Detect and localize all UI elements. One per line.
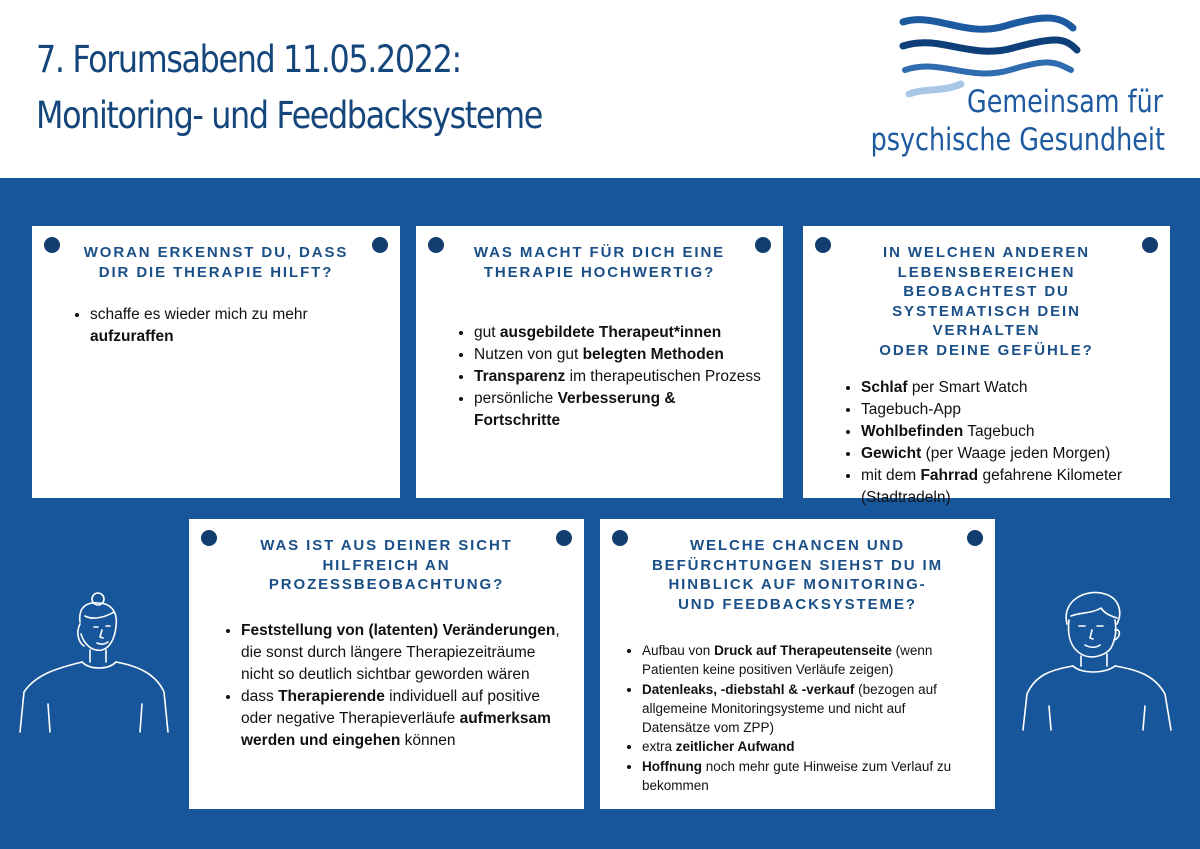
- question-card-process-observation: [189, 519, 584, 809]
- card-title: WAS IST AUS DEINER SICHT HILFREICH AN PROZESSBEOBACHTUNG?: [260, 537, 513, 593]
- list-item: • persönliche Verbesserung & Fortschritte: [474, 388, 765, 432]
- question-card-other-life-areas: [803, 226, 1170, 506]
- pin-dot-icon: [44, 237, 60, 253]
- logo-text-line-2: psychische Gesundheit: [870, 122, 1165, 158]
- pin-dot-icon: [967, 530, 983, 546]
- list-item: • gut ausgebildete Therapeut*innen: [474, 322, 765, 344]
- list-item: • Gewicht (per Waage jeden Morgen): [861, 443, 1152, 465]
- logo-text-line-1: Gemeinsam für: [966, 84, 1163, 120]
- question-card-therapy-helps: [32, 226, 400, 498]
- pin-dot-icon: [815, 237, 831, 253]
- list-item: • Feststellung von (latenten) Veränderungen, die sonst durch längere Therapiezeiträume nicht so deutlich sichtbar geworden wären: [241, 620, 566, 686]
- list-item: • mit dem Fahrrad gefahrene Kilometer (Stadtradeln): [861, 465, 1152, 509]
- list-item: • Schlaf per Smart Watch: [861, 377, 1152, 399]
- list-item: • dass Therapierende individuell auf positive oder negative Therapieverläufe aufmerksam werden und eingehen können: [241, 686, 566, 752]
- question-card-chances-and-fears: [600, 519, 995, 809]
- page-title-line-1: 7. Forumsabend 11.05.2022:: [36, 38, 461, 81]
- pin-dot-icon: [428, 237, 444, 253]
- pin-dot-icon: [612, 530, 628, 546]
- pin-dot-icon: [372, 237, 388, 253]
- list-item: • Aufbau von Druck auf Therapeutenseite (wenn Patienten keine positiven Verläufe zeigen): [642, 641, 977, 680]
- answer-list: [600, 641, 995, 795]
- man-illustration-icon: [1015, 590, 1185, 740]
- pin-dot-icon: [201, 530, 217, 546]
- header: [0, 0, 1200, 178]
- answer-list: [189, 620, 584, 752]
- answer-list: [32, 304, 400, 348]
- list-item: • Wohlbefinden Tagebuch: [861, 421, 1152, 443]
- card-title: WAS MACHT FÜR DICH EINE THERAPIE HOCHWERTIG?: [473, 244, 726, 281]
- list-item: • Datenleaks, -diebstahl & -verkauf (bezogen auf allgemeine Monitoringsysteme und nicht auf Datensätze vom ZPP): [642, 680, 977, 738]
- list-item: • schaffe es wieder mich zu mehr aufzuraffen: [90, 304, 382, 348]
- pin-dot-icon: [1142, 237, 1158, 253]
- page-title-line-2: Monitoring- und Feedbacksysteme: [36, 94, 542, 137]
- answer-list: [416, 322, 783, 432]
- organization-logo: [870, 14, 1185, 164]
- card-title: WORAN ERKENNST DU, DASS DIR DIE THERAPIE HILFT?: [83, 244, 349, 281]
- pin-dot-icon: [755, 237, 771, 253]
- list-item: • Transparenz im therapeutischen Prozess: [474, 366, 765, 388]
- question-card-therapy-quality: [416, 226, 783, 498]
- list-item: • extra zeitlicher Aufwand: [642, 737, 977, 756]
- card-title: WELCHE CHANCEN UND BEFÜRCHTUNGEN SIEHST DU IM HINBLICK AUF MONITORING- UND FEEDBACKSYSTEME?: [651, 537, 944, 613]
- woman-illustration-icon: [18, 592, 178, 742]
- list-item: • Tagebuch-App: [861, 399, 1152, 421]
- pin-dot-icon: [556, 530, 572, 546]
- answer-list: [803, 377, 1170, 509]
- card-title: IN WELCHEN ANDEREN LEBENSBEREICHEN BEOBACHTEST DU SYSTEMATISCH DEIN VERHALTEN ODER DEINE GEFÜHLE?: [879, 244, 1094, 359]
- list-item: • Hoffnung noch mehr gute Hinweise zum Verlauf zu bekommen: [642, 757, 977, 796]
- list-item: • Nutzen von gut belegten Methoden: [474, 344, 765, 366]
